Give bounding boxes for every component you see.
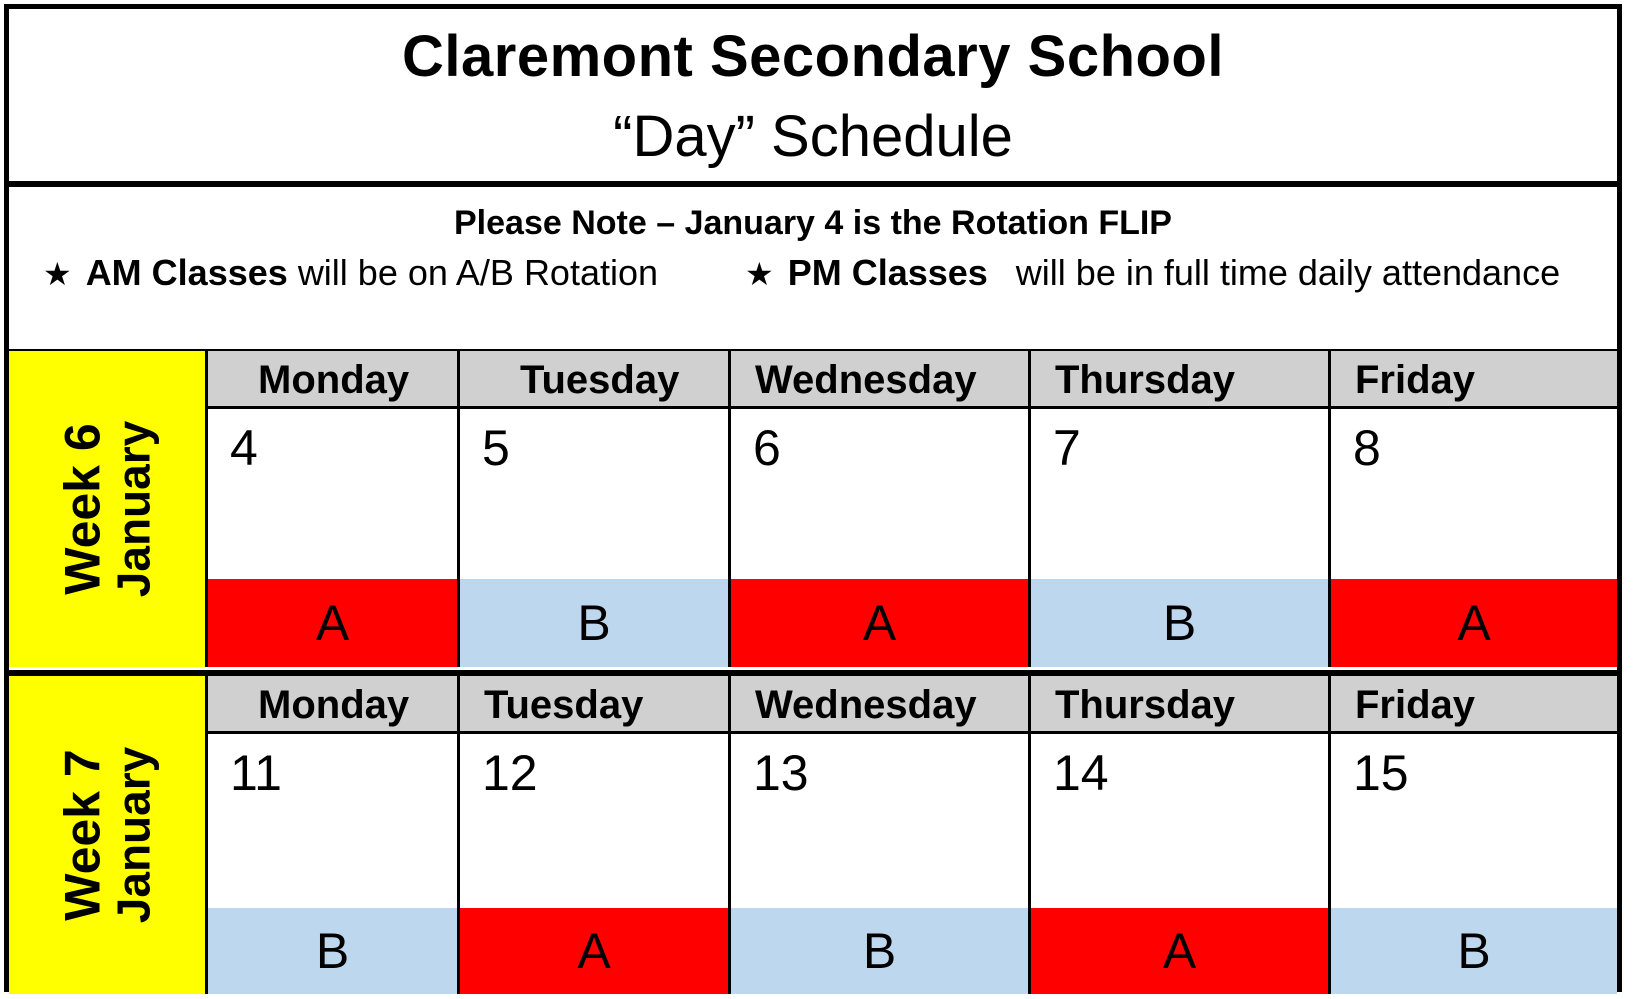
am-classes-label: AM Classes [85, 252, 288, 293]
day-name: Tuesday [460, 351, 728, 409]
rotation-badge: B [460, 579, 728, 667]
day-date: 11 [230, 745, 282, 801]
day-name: Friday [1331, 676, 1617, 734]
day-date: 6 [753, 420, 781, 476]
pm-classes-label: PM Classes [787, 252, 988, 293]
rotation-badge: B [731, 908, 1028, 994]
day-cell [1331, 676, 1617, 994]
week-label-cell [9, 676, 208, 994]
week-label: Week 7 [54, 749, 111, 921]
day-name: Monday [208, 676, 457, 734]
note-box [9, 194, 1617, 349]
week-row [9, 670, 1617, 994]
week-label: Week 6 [54, 423, 111, 595]
star-icon: ★ [745, 256, 774, 292]
day-cell [208, 676, 460, 994]
am-classes-note [43, 252, 658, 294]
day-name: Thursday [1031, 676, 1328, 734]
day-date: 8 [1353, 420, 1381, 476]
day-date: 15 [1353, 745, 1409, 801]
day-cell [1031, 676, 1331, 994]
day-name: Thursday [1031, 351, 1328, 409]
day-date: 5 [482, 420, 510, 476]
day-date: 4 [230, 420, 258, 476]
month-label: January [107, 420, 160, 598]
day-date: 7 [1053, 420, 1081, 476]
schedule-subtitle: “Day” Schedule [613, 104, 1013, 169]
am-classes-text: will be on A/B Rotation [297, 252, 659, 293]
day-name: Monday [208, 351, 457, 409]
day-cell [731, 351, 1031, 667]
title-box [9, 9, 1617, 187]
schedule-document [4, 4, 1622, 992]
rotation-badge: A [208, 579, 457, 667]
school-title: Claremont Secondary School [402, 24, 1224, 89]
day-cell [1331, 351, 1617, 667]
rotation-badge: A [460, 908, 728, 994]
day-cell [731, 676, 1031, 994]
rotation-badge: A [1331, 579, 1617, 667]
pm-classes-note [745, 252, 1560, 294]
rotation-flip-note: Please Note – January 4 is the Rotation FLIP [454, 204, 1172, 242]
day-cell [460, 351, 731, 667]
rotation-badge: B [208, 908, 457, 994]
day-name: Wednesday [731, 676, 1028, 734]
day-cell [208, 351, 460, 667]
rotation-badge: A [1031, 908, 1328, 994]
month-label: January [107, 746, 160, 924]
week-label-cell [9, 351, 208, 667]
day-name: Wednesday [731, 351, 1028, 409]
day-date: 14 [1053, 745, 1109, 801]
star-icon: ★ [43, 256, 72, 292]
rotation-badge: B [1031, 579, 1328, 667]
pm-classes-text: will be in full time daily attendance [1015, 252, 1561, 293]
day-name: Friday [1331, 351, 1617, 409]
day-date: 13 [753, 745, 809, 801]
rotation-badge: A [731, 579, 1028, 667]
rotation-badge: B [1331, 908, 1617, 994]
day-cell [460, 676, 731, 994]
day-date: 12 [482, 745, 538, 801]
day-cell [1031, 351, 1331, 667]
week-row [9, 349, 1617, 667]
day-name: Tuesday [460, 676, 728, 734]
